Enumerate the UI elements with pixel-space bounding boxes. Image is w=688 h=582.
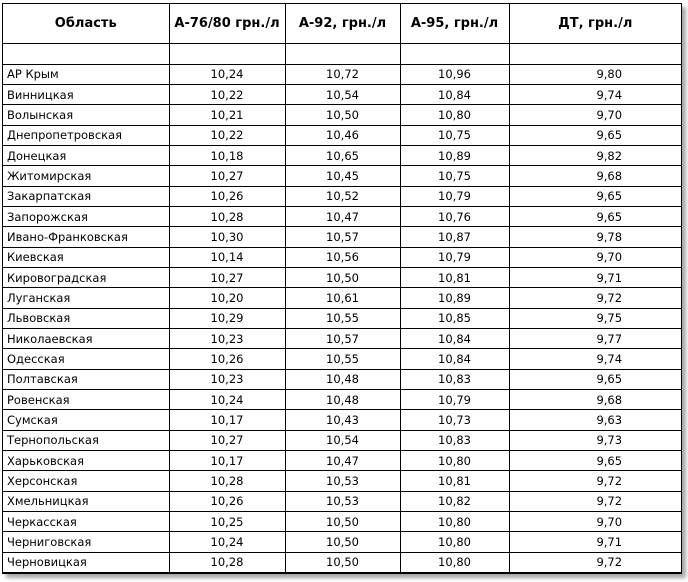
table-row [3,84,681,104]
cell-diesel: 9,71 [509,532,681,552]
cell-a92: 10,50 [285,532,400,552]
table-row [3,186,681,206]
table-row [3,491,681,511]
cell-diesel: 9,72 [509,491,681,511]
cell-region: Николаевская [3,328,169,348]
cell-a95: 10,80 [400,105,509,125]
cell-diesel: 9,75 [509,308,681,328]
table-row [3,349,681,369]
cell-region: Ивано-Франковская [3,227,169,247]
cell-a92: 10,65 [285,145,400,165]
cell-region: Закарпатская [3,186,169,206]
cell-a76: 10,23 [169,328,285,348]
cell-a92: 10,56 [285,247,400,267]
cell-region: Черниговская [3,532,169,552]
cell-region: Луганская [3,288,169,308]
cell-a95: 10,76 [400,206,509,226]
cell-a95: 10,79 [400,390,509,410]
cell-a95: 10,75 [400,125,509,145]
fuel-price-table [3,4,681,573]
cell-region: Черкасская [3,512,169,532]
table-row [3,552,681,572]
cell-a95: 10,81 [400,267,509,287]
cell-a95: 10,83 [400,369,509,389]
table-row [3,206,681,226]
cell-diesel: 9,72 [509,552,681,572]
cell-a95: 10,89 [400,145,509,165]
cell-diesel: 9,63 [509,410,681,430]
cell-a92: 10,43 [285,410,400,430]
cell-a95: 10,79 [400,247,509,267]
cell-a92: 10,61 [285,288,400,308]
cell-a95: 10,89 [400,288,509,308]
header-region: Область [3,4,169,43]
cell-a76: 10,27 [169,267,285,287]
cell-diesel: 9,74 [509,349,681,369]
cell-a95: 10,73 [400,410,509,430]
cell-region: Черновицкая [3,552,169,572]
cell-a92: 10,53 [285,471,400,491]
cell-region: Тернопольская [3,430,169,450]
cell-a76: 10,14 [169,247,285,267]
cell-region: Харьковская [3,451,169,471]
cell-a76: 10,18 [169,145,285,165]
table-row [3,451,681,471]
cell-diesel: 9,70 [509,247,681,267]
header-a76: А-76/80 грн./л [169,4,285,43]
table-row [3,267,681,287]
cell-diesel: 9,74 [509,84,681,104]
cell-a92: 10,72 [285,64,400,84]
cell-a92: 10,54 [285,84,400,104]
cell-a95: 10,84 [400,349,509,369]
price-table-frame [2,3,682,574]
cell-region: Хмельницкая [3,491,169,511]
cell-region: Волынская [3,105,169,125]
cell-region: АР Крым [3,64,169,84]
cell-a76: 10,23 [169,369,285,389]
cell-a95: 10,96 [400,64,509,84]
cell-a92: 10,57 [285,328,400,348]
cell-a76: 10,17 [169,410,285,430]
cell-diesel: 9,68 [509,390,681,410]
cell-a92: 10,55 [285,308,400,328]
cell-region: Запорожская [3,206,169,226]
cell-region: Полтавская [3,369,169,389]
cell-region: Львовская [3,308,169,328]
cell-a76: 10,28 [169,471,285,491]
table-row [3,166,681,186]
cell-a76: 10,20 [169,288,285,308]
cell-diesel: 9,65 [509,369,681,389]
cell-a76: 10,26 [169,491,285,511]
cell-region: Житомирская [3,166,169,186]
cell-a92: 10,47 [285,206,400,226]
header-diesel: ДТ, грн./л [509,4,681,43]
cell-diesel: 9,73 [509,430,681,450]
table-row [3,430,681,450]
table-row [3,512,681,532]
cell-a92: 10,53 [285,491,400,511]
cell-diesel: 9,65 [509,206,681,226]
table-row [3,227,681,247]
cell-a92: 10,47 [285,451,400,471]
cell-a76: 10,21 [169,105,285,125]
cell-a92: 10,54 [285,430,400,450]
table-row [3,328,681,348]
cell-a76: 10,29 [169,308,285,328]
cell-diesel: 9,65 [509,125,681,145]
cell-region: Сумская [3,410,169,430]
cell-a76: 10,24 [169,64,285,84]
cell-region: Одесская [3,349,169,369]
cell-a76: 10,28 [169,552,285,572]
cell-region: Винницкая [3,84,169,104]
cell-a95: 10,81 [400,471,509,491]
cell-a92: 10,48 [285,369,400,389]
table-row [3,410,681,430]
cell-a76: 10,28 [169,206,285,226]
cell-a95: 10,80 [400,552,509,572]
table-row [3,390,681,410]
cell-a95: 10,87 [400,227,509,247]
cell-region: Кировоградская [3,267,169,287]
cell-a92: 10,50 [285,512,400,532]
cell-region: Ровенская [3,390,169,410]
table-row [3,308,681,328]
cell-a92: 10,57 [285,227,400,247]
cell-a95: 10,82 [400,491,509,511]
cell-a95: 10,79 [400,186,509,206]
cell-diesel: 9,82 [509,145,681,165]
header-a92: А-92, грн./л [285,4,400,43]
cell-a95: 10,75 [400,166,509,186]
cell-a76: 10,22 [169,125,285,145]
cell-a76: 10,27 [169,166,285,186]
cell-diesel: 9,68 [509,166,681,186]
cell-diesel: 9,78 [509,227,681,247]
cell-a92: 10,52 [285,186,400,206]
table-row [3,247,681,267]
cell-region: Киевская [3,247,169,267]
table-row [3,105,681,125]
cell-diesel: 9,65 [509,451,681,471]
cell-a92: 10,55 [285,349,400,369]
cell-diesel: 9,65 [509,186,681,206]
cell-a76: 10,24 [169,390,285,410]
cell-a92: 10,50 [285,552,400,572]
cell-region: Днепропетровская [3,125,169,145]
table-row [3,288,681,308]
cell-a95: 10,80 [400,532,509,552]
cell-diesel: 9,72 [509,288,681,308]
cell-a76: 10,26 [169,349,285,369]
spacer-row [3,43,681,64]
table-row [3,471,681,491]
table-row [3,532,681,552]
cell-a95: 10,80 [400,512,509,532]
header-row [3,4,681,43]
cell-diesel: 9,70 [509,105,681,125]
table-row [3,145,681,165]
cell-a95: 10,84 [400,328,509,348]
cell-a76: 10,25 [169,512,285,532]
cell-a95: 10,84 [400,84,509,104]
cell-a92: 10,50 [285,105,400,125]
cell-a76: 10,26 [169,186,285,206]
cell-diesel: 9,70 [509,512,681,532]
cell-a76: 10,22 [169,84,285,104]
cell-a92: 10,45 [285,166,400,186]
cell-a76: 10,30 [169,227,285,247]
cell-region: Херсонская [3,471,169,491]
cell-a92: 10,48 [285,390,400,410]
cell-diesel: 9,77 [509,328,681,348]
cell-a76: 10,17 [169,451,285,471]
table-row [3,369,681,389]
cell-a92: 10,46 [285,125,400,145]
cell-a95: 10,83 [400,430,509,450]
cell-a95: 10,85 [400,308,509,328]
cell-a92: 10,50 [285,267,400,287]
cell-diesel: 9,72 [509,471,681,491]
cell-a95: 10,80 [400,451,509,471]
cell-region: Донецкая [3,145,169,165]
header-a95: А-95, грн./л [400,4,509,43]
cell-a76: 10,27 [169,430,285,450]
table-row [3,125,681,145]
cell-a76: 10,24 [169,532,285,552]
table-row [3,64,681,84]
cell-diesel: 9,80 [509,64,681,84]
cell-diesel: 9,71 [509,267,681,287]
